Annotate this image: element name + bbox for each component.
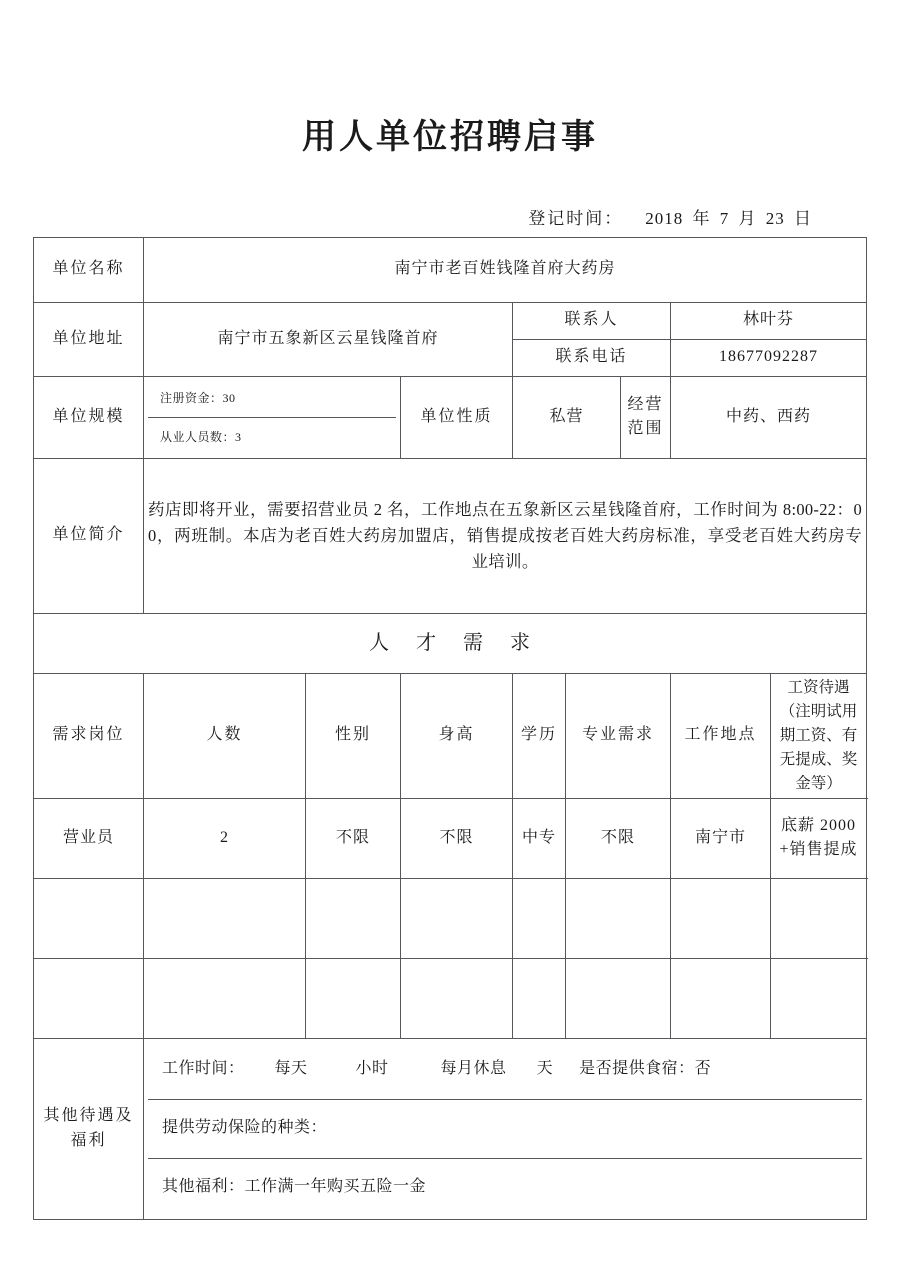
- job-major-0: 不限: [566, 798, 671, 878]
- unit-name-value: 南宁市老百姓钱隆首府大药房: [144, 237, 867, 302]
- work-time-hours-unit: 小时: [355, 1060, 389, 1078]
- talent-section-heading: [34, 613, 867, 673]
- column-header-gender: 性别: [306, 673, 401, 798]
- column-header-salary: 工资待遇（注明试用期工资、有无提成、奖金等）: [771, 673, 867, 798]
- benefits-insurance-line: 提供劳动保险的种类：: [148, 1099, 862, 1158]
- job-gender-0: 不限: [306, 798, 401, 878]
- board-label: 是否提供食宿：: [579, 1060, 695, 1078]
- job-gender-1: [306, 878, 401, 958]
- board-value: 否: [694, 1060, 712, 1078]
- benefits-label: [34, 1038, 144, 1219]
- job-height-0: 不限: [401, 798, 513, 878]
- work-time-prefix: 工作时间：: [162, 1060, 245, 1078]
- table-row-talent-heading: [34, 613, 867, 673]
- unit-address-label: 单位地址: [34, 302, 144, 376]
- job-headcount-2: [144, 958, 306, 1038]
- benefits-row-insurance: [148, 1099, 862, 1158]
- talent-heading-char-3: 求: [510, 631, 532, 654]
- job-education-0: 中专: [513, 798, 566, 878]
- work-time-per-day-label: 每天: [274, 1060, 308, 1078]
- benefits-label-line2: 福利: [70, 1131, 107, 1149]
- table-row-unit-name: [34, 237, 867, 302]
- column-header-location: 工作地点: [671, 673, 771, 798]
- unit-scale-label: 单位规模: [34, 376, 144, 458]
- recruitment-table: [33, 237, 867, 1220]
- unit-name-label: 单位名称: [34, 237, 144, 302]
- unit-nature-label: 单位性质: [401, 376, 513, 458]
- table-row-job-1: [34, 878, 867, 958]
- contact-phone-value: 18677092287: [671, 339, 867, 376]
- unit-address-value: 南宁市五象新区云星钱隆首府: [144, 302, 513, 376]
- day-unit: 日: [794, 208, 812, 228]
- job-location-1: [671, 878, 771, 958]
- column-header-education: 学历: [513, 673, 566, 798]
- registered-capital-row: [148, 379, 396, 418]
- column-header-height: 身高: [401, 673, 513, 798]
- registration-date-line: [0, 159, 900, 229]
- table-row-job-headers: [34, 673, 867, 798]
- column-header-major: 专业需求: [566, 673, 671, 798]
- employee-count-row: [148, 417, 396, 456]
- unit-intro-value-cell: [144, 458, 867, 613]
- benefits-work-time-line: [148, 1041, 862, 1100]
- talent-heading-char-0: 人: [369, 631, 391, 654]
- benefits-row-other: [148, 1158, 862, 1217]
- column-header-position: 需求岗位: [34, 673, 144, 798]
- job-major-1: [566, 878, 671, 958]
- job-headcount-0: 2: [144, 798, 306, 878]
- unit-intro-label: 单位简介: [34, 458, 144, 613]
- benefits-row-work-time: [148, 1041, 862, 1100]
- benefits-other-line: 其他福利：工作满一年购买五险一金: [162, 1178, 427, 1196]
- unit-intro-text: 药店即将开业，需要招营业员 2 名，工作地点在五象新区云星钱隆首府，工作时间为 8:00-22：00，两班制。本店为老百姓大药房加盟店，销售提成按老百姓大药房标准，享受老百姓大药房专业培训。: [148, 500, 863, 571]
- registration-month-value: 7: [719, 208, 730, 228]
- business-scope-value: 中药、西药: [671, 376, 867, 458]
- talent-heading-char-1: 才: [416, 631, 438, 654]
- job-salary-0: 底薪 2000+销售提成: [771, 798, 867, 878]
- monthly-rest-label: 每月休息: [440, 1060, 507, 1078]
- benefits-label-line1: 其他待遇及: [43, 1107, 134, 1125]
- employee-count-value: 从业人员数：3: [160, 429, 242, 444]
- column-header-headcount: 人数: [144, 673, 306, 798]
- table-row-benefits: [34, 1038, 867, 1219]
- contact-person-value: 林叶芬: [671, 302, 867, 339]
- job-gender-2: [306, 958, 401, 1038]
- job-headcount-1: [144, 878, 306, 958]
- registration-date-label: 登记时间：: [528, 208, 624, 228]
- job-location-0: 南宁市: [671, 798, 771, 878]
- table-row-job-2: [34, 958, 867, 1038]
- job-position-1: [34, 878, 144, 958]
- month-unit: 月: [738, 208, 757, 228]
- job-major-2: [566, 958, 671, 1038]
- contact-person-label: 联系人: [513, 302, 671, 339]
- table-row-address-contact: [34, 302, 867, 339]
- job-education-2: [513, 958, 566, 1038]
- talent-heading-char-2: 需: [463, 631, 485, 654]
- job-position-2: [34, 958, 144, 1038]
- benefits-content-cell: [144, 1038, 867, 1219]
- benefits-subtable: [148, 1041, 862, 1217]
- table-row-scale: [34, 376, 867, 458]
- unit-scale-value-cell: [144, 376, 401, 458]
- monthly-rest-unit: 天: [536, 1060, 554, 1078]
- job-height-2: [401, 958, 513, 1038]
- year-unit: 年: [692, 208, 711, 228]
- job-salary-2: [771, 958, 867, 1038]
- page-title: 用人单位招聘启事: [302, 119, 598, 156]
- job-salary-1: [771, 878, 867, 958]
- business-scope-label: 经营范围: [621, 376, 671, 458]
- job-location-2: [671, 958, 771, 1038]
- registration-day-value: 23: [765, 208, 785, 228]
- table-row-job-0: [34, 798, 867, 878]
- scale-subtable: [148, 379, 396, 456]
- registered-capital-value: 注册资金：30: [148, 379, 396, 418]
- table-row-intro: [34, 458, 867, 613]
- job-height-1: [401, 878, 513, 958]
- registration-year-value: 2018: [645, 208, 684, 228]
- job-education-1: [513, 878, 566, 958]
- job-position-0: 营业员: [34, 798, 144, 878]
- unit-nature-value: 私营: [513, 376, 621, 458]
- contact-phone-label: 联系电话: [513, 339, 671, 376]
